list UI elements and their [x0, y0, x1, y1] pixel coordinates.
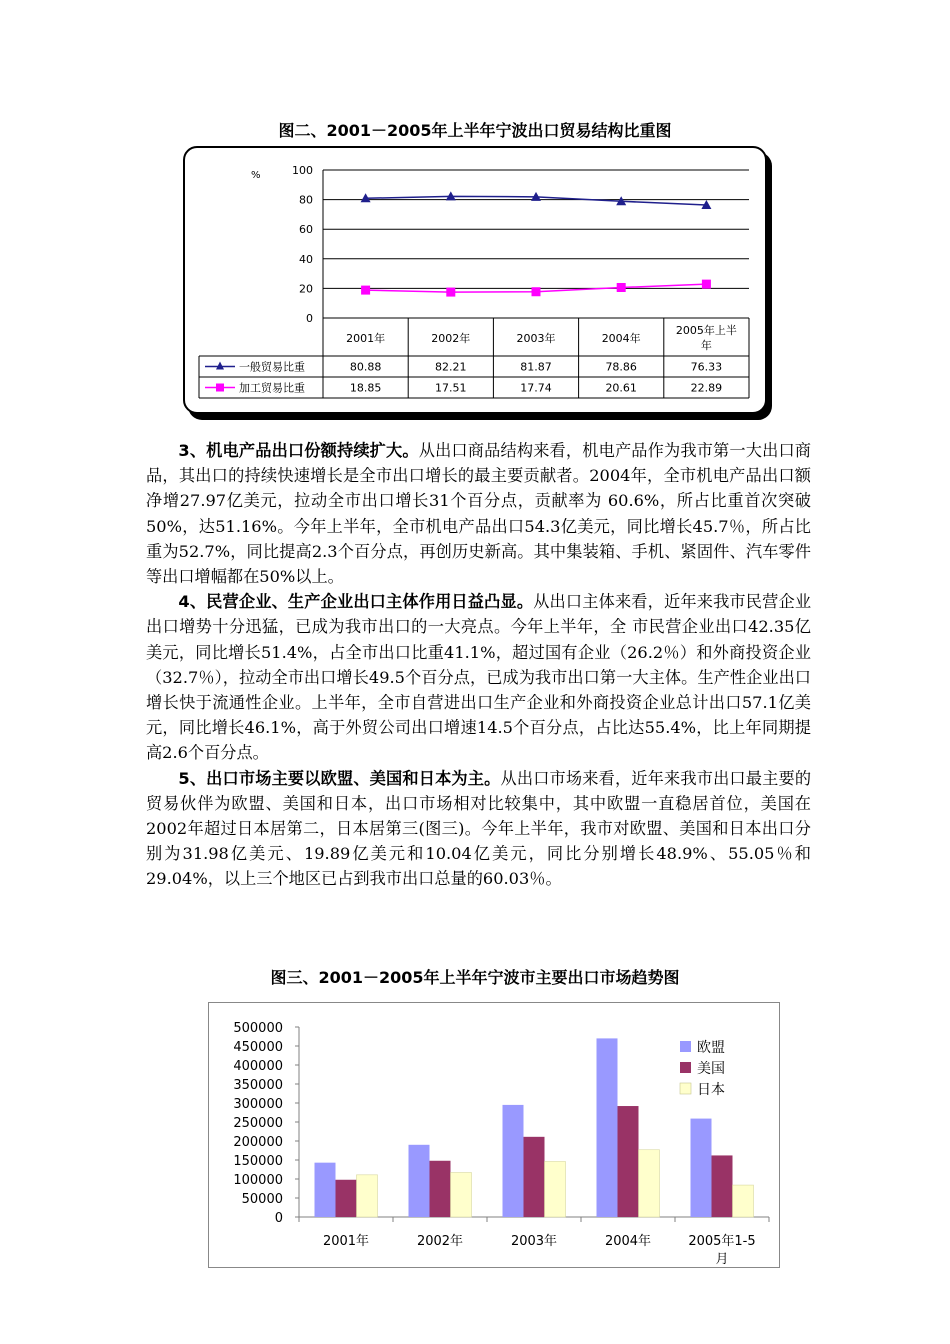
- bar: [357, 1175, 378, 1217]
- legend-marker: [216, 384, 224, 392]
- export-market-bar-chart: [209, 1003, 779, 1267]
- legend-swatch: [680, 1083, 691, 1094]
- trade-structure-chart-frame: [183, 146, 767, 414]
- paragraph-heading: 3、机电产品出口份额持续扩大。: [178, 441, 419, 460]
- figure3-title: 图三、2001－2005年上半年宁波市主要出口市场趋势图: [270, 968, 680, 987]
- figure2-title: 图二、2001－2005年上半年宁波出口贸易结构比重图: [278, 121, 672, 140]
- data-label: 17.51: [435, 381, 467, 395]
- legend-label: 加工贸易比重: [239, 381, 305, 395]
- paragraph-export-markets: [146, 766, 811, 892]
- paragraph-private-enterprise: [146, 589, 811, 765]
- legend-label: 日本: [697, 1082, 725, 1098]
- y-tick-label: 60: [299, 223, 313, 237]
- legend-marker: [216, 362, 224, 370]
- paragraph-text: 从出口主体来看，近年来我市民营企业出口增势十分迅猛，已成为我市出口的一大亮点。今年上半年，全 市民营企业出口42.35亿美元，同比增长51.4%，占全市出口比重41.1%，超过国有企业（26.2％）和外商投资企业（32.7％），拉动全市出口增长49.5个百分点，已成为我市出口第一大主体。生产性企业出口增长快于流通性企业。上半年，全市自营进出口生产企业和外商投资企业总计出口57.1亿美元，同比增长46.1%，高于外贸公司出口增速14.5个百分点，占比达55.4%，比上年同期提高2.6个百分点。: [146, 592, 812, 763]
- category-label: 2003年: [516, 332, 556, 345]
- export-market-chart-frame: [208, 1002, 780, 1268]
- y-tick-label: 450000: [233, 1040, 283, 1055]
- y-tick-label: 0: [306, 312, 313, 325]
- data-label: 76.33: [690, 360, 723, 374]
- category-label: 2001年: [346, 332, 386, 345]
- y-tick-label: 250000: [233, 1116, 283, 1131]
- category-label: 2005年1-5: [688, 1234, 756, 1249]
- bar: [618, 1106, 639, 1217]
- paragraph-text: 从出口市场来看，近年来我市出口最主要的贸易伙伴为欧盟、美国和日本，出口市场相对比较集中，其中欧盟一直稳居首位，美国在2002年超过日本居第二，日本居第三(图三)。今年上半年，我市对欧盟、美国和日本出口分别为31.98亿美元、19.89亿美元和10.04亿美元，同比分别增长48.9%、55.05％和29.04%，以上三个地区已占到我市出口总量的60.03％。: [146, 768, 812, 889]
- data-point-square: [361, 286, 370, 295]
- category-label: 2002年: [416, 1234, 464, 1249]
- bar: [545, 1162, 566, 1217]
- y-tick-label: 50000: [241, 1192, 283, 1207]
- category-label: 2001年: [322, 1234, 370, 1249]
- bar: [691, 1119, 712, 1217]
- legend-label: 一般贸易比重: [239, 360, 305, 374]
- y-axis-unit: %: [251, 170, 261, 181]
- legend-swatch: [680, 1062, 691, 1073]
- bar: [430, 1161, 451, 1217]
- bar: [733, 1185, 754, 1217]
- category-label: 2002年: [431, 332, 471, 345]
- bar: [409, 1145, 430, 1217]
- y-tick-label: 400000: [233, 1059, 283, 1074]
- bar: [315, 1163, 336, 1217]
- data-point-square: [532, 287, 541, 296]
- body-text: [146, 438, 811, 892]
- bar: [712, 1155, 733, 1217]
- data-label: 82.21: [435, 360, 467, 374]
- category-label: 年: [700, 339, 712, 352]
- category-label: 2004年: [601, 332, 641, 345]
- y-tick-label: 0: [274, 1211, 283, 1226]
- data-label: 20.61: [605, 381, 637, 395]
- data-label: 78.86: [605, 360, 637, 374]
- bar: [336, 1180, 357, 1217]
- y-tick-label: 300000: [233, 1097, 283, 1112]
- data-label: 18.85: [349, 381, 382, 395]
- bar: [597, 1038, 618, 1217]
- paragraph-electromechanical: [146, 438, 811, 589]
- category-label: 2003年: [510, 1234, 558, 1249]
- data-label: 17.74: [520, 381, 552, 395]
- category-label: 月: [715, 1252, 729, 1267]
- bar: [639, 1150, 660, 1217]
- data-label: 22.89: [690, 381, 723, 395]
- data-label: 81.87: [520, 360, 552, 374]
- bar: [524, 1137, 545, 1217]
- legend-swatch: [680, 1041, 691, 1052]
- paragraph-heading: 4、民营企业、生产企业出口主体作用日益凸显。: [178, 592, 534, 612]
- data-point-square: [702, 280, 711, 289]
- y-tick-label: 20: [299, 282, 313, 296]
- data-point-square: [617, 283, 626, 292]
- paragraph-heading: 5、出口市场主要以欧盟、美国和日本为主。: [178, 768, 501, 788]
- category-label: 2004年: [604, 1234, 652, 1249]
- bar: [503, 1105, 524, 1217]
- y-tick-label: 40: [299, 252, 313, 266]
- y-tick-label: 150000: [233, 1154, 283, 1169]
- trade-structure-line-chart: [185, 148, 765, 412]
- y-tick-label: 200000: [233, 1135, 283, 1150]
- y-tick-label: 100000: [233, 1173, 283, 1188]
- category-label: 2005年上半: [675, 324, 737, 337]
- y-tick-label: 350000: [233, 1078, 283, 1093]
- legend-label: 欧盟: [697, 1040, 725, 1056]
- bar: [451, 1173, 472, 1217]
- y-tick-label: 100: [292, 164, 313, 177]
- data-label: 80.88: [349, 360, 382, 374]
- data-point-square: [446, 288, 455, 297]
- y-tick-label: 80: [299, 193, 313, 207]
- paragraph-text: 从出口商品结构来看，机电产品作为我市第一大出口商品，其出口的持续快速增长是全市出口增长的最主要贡献者。2004年，全市机电产品出口额净增27.97亿美元，拉动全市出口增长31个百分点，贡献率为 60.6%，所占比重首次突破50%，达51.16%。今年上半年，全市机电产品出口54.3亿美元，同比增长45.7％，所占比重为52.7%，同比提高2.3个百分点，再创历史新高。其中集装箱、手机、紧固件、汽车零件等出口增幅都在50%以上。: [146, 441, 811, 587]
- y-tick-label: 500000: [233, 1021, 283, 1036]
- legend-label: 美国: [697, 1061, 725, 1077]
